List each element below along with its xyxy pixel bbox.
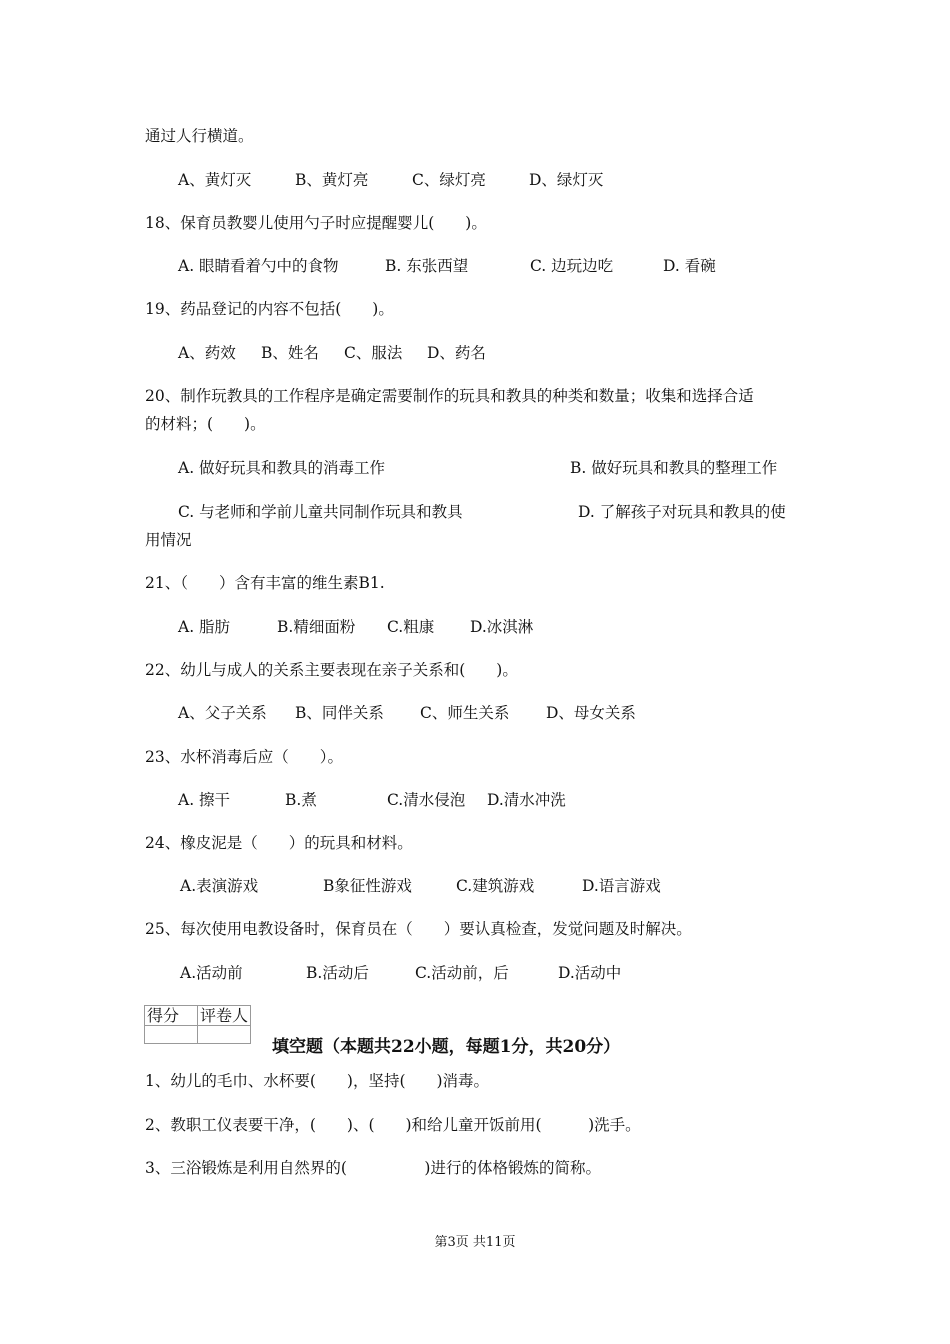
q24-stem: 24、橡皮泥是（ ）的玩具和材料。 <box>145 834 413 852</box>
score-table <box>144 1005 251 1044</box>
q20-option-a: A. 做好玩具和教具的消毒工作 <box>178 459 386 477</box>
q17-option-d: D、绿灯灭 <box>529 171 604 189</box>
q23-option-d: D.清水冲洗 <box>487 791 566 809</box>
q19-option-d: D、药名 <box>427 344 486 362</box>
q25-option-b: B.活动后 <box>306 964 369 982</box>
q24-option-c: C.建筑游戏 <box>456 877 535 895</box>
q18-option-b: B. 东张西望 <box>385 257 469 275</box>
q18-option-a: A. 眼睛看着勺中的食物 <box>178 257 339 275</box>
q18-option-c: C. 边玩边吃 <box>530 257 614 275</box>
q21-stem: 21、（ ）含有丰富的维生素B1. <box>145 574 385 592</box>
q21-option-b: B.精细面粉 <box>277 618 356 636</box>
fill-q1: 1、幼儿的毛巾、水杯要( )，坚持( )消毒。 <box>145 1072 490 1090</box>
q22-stem: 22、幼儿与成人的关系主要表现在亲子关系和( )。 <box>145 661 518 679</box>
q18-option-d: D. 看碗 <box>663 257 716 275</box>
score-cell <box>145 1026 198 1044</box>
section-title: 填空题（本题共22小题，每题1分，共20分） <box>272 1037 621 1057</box>
grader-cell <box>198 1026 251 1044</box>
fill-q3: 3、三浴锻炼是利用自然界的( )进行的体格锻炼的简称。 <box>145 1159 601 1177</box>
q17-option-c: C、绿灯亮 <box>412 171 486 189</box>
q20-stem-line2: 的材料；( )。 <box>145 415 266 433</box>
q25-option-d: D.活动中 <box>558 964 622 982</box>
q22-option-c: C、师生关系 <box>420 704 510 722</box>
q25-stem: 25、每次使用电教设备时，保育员在（ ）要认真检查，发觉问题及时解决。 <box>145 920 692 938</box>
q22-option-b: B、同伴关系 <box>295 704 384 722</box>
q21-option-d: D.冰淇淋 <box>470 618 534 636</box>
q20-stem-line1: 20、制作玩教具的工作程序是确定需要制作的玩具和教具的种类和数量；收集和选择合适 <box>145 387 754 405</box>
q20-option-d: D. 了解孩子对玩具和教具的使 <box>578 503 786 521</box>
q23-stem: 23、水杯消毒后应（ ）。 <box>145 748 343 766</box>
q22-option-d: D、母女关系 <box>546 704 636 722</box>
q17-continuation: 通过人行横道。 <box>145 127 254 145</box>
score-label: 得分 <box>145 1006 198 1026</box>
page-footer: 第3页 共11页 <box>434 1235 516 1250</box>
q21-option-a: A. 脂肪 <box>178 618 231 636</box>
q24-option-b: B象征性游戏 <box>323 877 412 895</box>
q19-option-b: B、姓名 <box>261 344 319 362</box>
q20-option-d-continuation: 用情况 <box>145 531 192 549</box>
q23-option-c: C.清水侵泡 <box>387 791 466 809</box>
q25-option-a: A.活动前 <box>180 964 243 982</box>
q24-option-a: A.表演游戏 <box>180 877 259 895</box>
q23-option-a: A. 擦干 <box>178 791 231 809</box>
q25-option-c: C.活动前，后 <box>415 964 509 982</box>
q22-option-a: A、父子关系 <box>178 704 267 722</box>
q19-stem: 19、药品登记的内容不包括( )。 <box>145 300 394 318</box>
q19-option-c: C、服法 <box>344 344 403 362</box>
q19-option-a: A、药效 <box>178 344 236 362</box>
q18-stem: 18、保育员教婴儿使用勺子时应提醒婴儿( )。 <box>145 214 487 232</box>
q20-option-b: B. 做好玩具和教具的整理工作 <box>570 459 778 477</box>
q20-option-c: C. 与老师和学前儿童共同制作玩具和教具 <box>178 503 463 521</box>
q17-option-a: A、黄灯灭 <box>178 171 252 189</box>
q21-option-c: C.粗康 <box>387 618 435 636</box>
fill-q2: 2、教职工仪表要干净，( )、( )和给儿童开饭前用( )洗手。 <box>145 1116 641 1134</box>
q17-option-b: B、黄灯亮 <box>295 171 369 189</box>
q24-option-d: D.语言游戏 <box>582 877 661 895</box>
q23-option-b: B.煮 <box>285 791 317 809</box>
grader-label: 评卷人 <box>198 1006 251 1026</box>
